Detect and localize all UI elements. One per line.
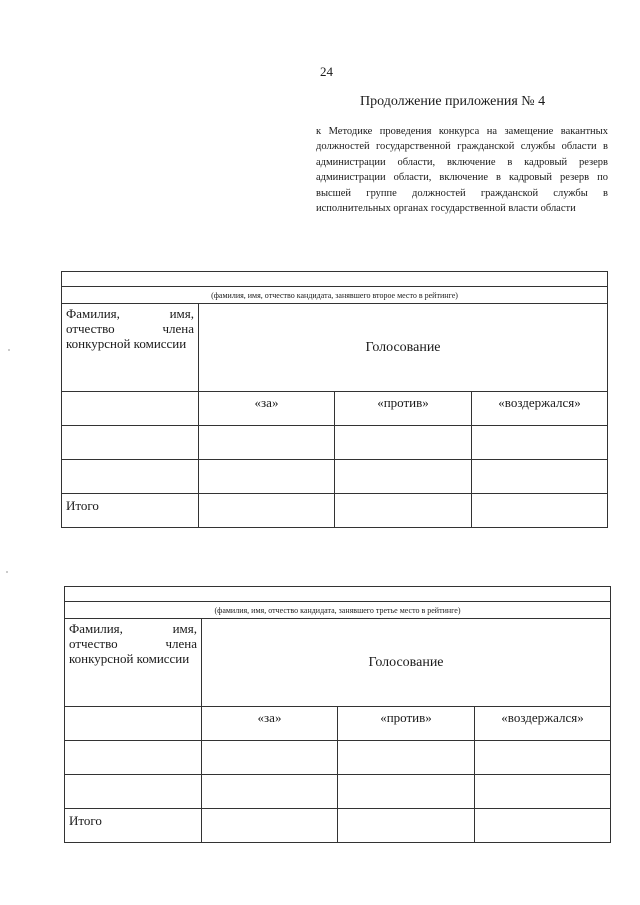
appendix-note: к Методике проведения конкурса на замещение вакантных должностей государственной гражданской службы области в администрации области, включение в кадровый резерв администрации области, включение в кадровый резерв по высшей группе должностей гражданской службы в исполнительных органах государственной власти области (316, 126, 608, 215)
candidate-caption: (фамилия, имя, отчество кандидата, занявшего второе место в рейтинге) (62, 287, 608, 304)
option-against: «против» (338, 707, 475, 741)
option-abstain: «воздержался» (475, 707, 611, 741)
member-cell (65, 707, 202, 741)
member-header: Фамилия, имя, отчество члена конкурсной комиссии (62, 304, 199, 392)
member-cell (62, 392, 199, 426)
option-against: «против» (335, 392, 472, 426)
table-row (65, 741, 611, 775)
table-row (65, 775, 611, 809)
table-row (62, 460, 608, 494)
total-label: Итого (62, 494, 199, 528)
candidate-caption: (фамилия, имя, отчество кандидата, занявшего третье место в рейтинге) (65, 602, 611, 619)
scan-speck (6, 571, 8, 573)
table-row (62, 426, 608, 460)
vote-header: Голосование (199, 304, 608, 392)
option-abstain: «воздержался» (472, 392, 608, 426)
page-number: 24 (320, 64, 333, 79)
total-label: Итого (65, 809, 202, 843)
candidate-name-cell (65, 587, 611, 602)
voting-table-third-place (64, 586, 611, 843)
voting-table-second-place (61, 271, 608, 528)
member-header: Фамилия, имя, отчество члена конкурсной комиссии (65, 619, 202, 707)
candidate-name-cell (62, 272, 608, 287)
option-for: «за» (202, 707, 338, 741)
vote-header: Голосование (202, 619, 611, 707)
appendix-title: Продолжение приложения № 4 (360, 94, 546, 109)
option-for: «за» (199, 392, 335, 426)
scan-speck (8, 349, 10, 351)
